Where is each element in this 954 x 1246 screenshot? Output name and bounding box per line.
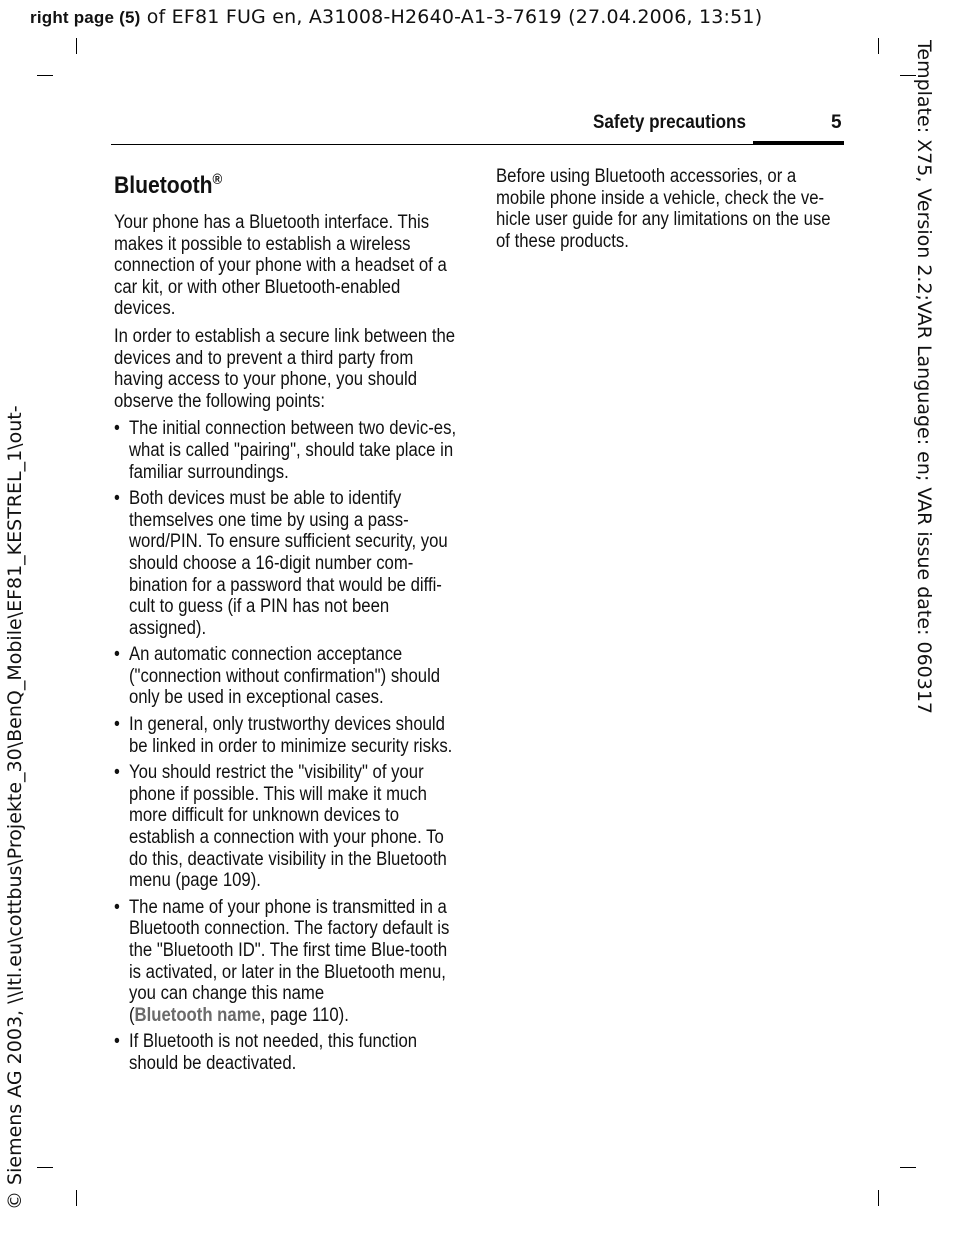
list-item: • The initial connection between two devic-es, what is called "pairing", should take place in familiar surroundings. bbox=[114, 418, 461, 483]
security-points-list bbox=[114, 418, 461, 1074]
list-item bbox=[114, 897, 461, 1027]
crop-mark bbox=[37, 75, 53, 76]
left-column bbox=[114, 166, 461, 1080]
list-item: • An automatic connection acceptance ("connection without confirmation") should only be used in exceptional cases. bbox=[114, 644, 461, 709]
right-column bbox=[496, 166, 843, 258]
crop-mark bbox=[878, 1190, 879, 1206]
template-info-vertical: Template: X75, Version 2.2;VAR Language: en; VAR issue date: 060317 bbox=[913, 40, 935, 715]
running-header-title: Safety precautions bbox=[593, 112, 746, 133]
print-job-page-label: right page (5) bbox=[30, 8, 141, 27]
registered-mark: ® bbox=[212, 171, 223, 188]
section-title: Bluetooth bbox=[114, 172, 213, 199]
list-item: • In general, only trustworthy devices should be linked in order to minimize security risks. bbox=[114, 714, 461, 757]
crop-mark bbox=[900, 1167, 916, 1168]
security-paragraph: In order to establish a secure link between the devices and to prevent a third party from having access to your phone, you should observe the following points: bbox=[114, 325, 456, 412]
list-item: • You should restrict the "visibility" of your phone if possible. This will make it much more difficult for unknown devices to establish a connection with your phone. To do this, deactivate visibility in the Bluetooth menu (page 109). bbox=[114, 762, 461, 892]
crop-mark bbox=[878, 38, 879, 54]
copyright-path-vertical: © Siemens AG 2003, \\Itl.eu\cottbus\Projekte_30\BenQ_Mobile\EF81_KESTREL_1\out- bbox=[4, 405, 26, 1210]
list-item-text: The name of your phone is transmitted in a Bluetooth connection. The factory default is the "Bluetooth ID". The first time Blue-tooth is activated, or later in the Bluetooth menu, you can change this name bbox=[128, 896, 450, 1005]
print-job-line bbox=[30, 6, 762, 28]
page-number: 5 bbox=[831, 112, 842, 133]
paren-open: ( bbox=[128, 1004, 135, 1026]
header-rule bbox=[111, 144, 844, 145]
list-item: • If Bluetooth is not needed, this function should be deactivated. bbox=[114, 1031, 461, 1074]
intro-paragraph: Your phone has a Bluetooth interface. This makes it possible to establish a wireless connection of your phone with a headset of a car kit, or with other Bluetooth-enabled devices. bbox=[114, 212, 447, 320]
menu-reference: Bluetooth name bbox=[134, 1004, 261, 1026]
print-job-details: of EF81 FUG en, A31008-H2640-A1-3-7619 (27.04.2006, 13:51) bbox=[140, 6, 763, 28]
page-reference: , page 110). bbox=[260, 1004, 349, 1026]
crop-mark bbox=[37, 1167, 53, 1168]
list-item: • Both devices must be able to identify themselves one time by using a pass-word/PIN. To ensure sufficient security, you should choose a 16-digit number com-bination for a password that would be diffi-cult to guess (if a PIN has not been assigned). bbox=[114, 488, 461, 639]
header-tab-bar bbox=[753, 141, 844, 145]
crop-mark bbox=[76, 1190, 77, 1206]
crop-mark bbox=[76, 38, 77, 54]
section-heading bbox=[114, 166, 461, 200]
accessories-paragraph: Before using Bluetooth accessories, or a mobile phone inside a vehicle, check the ve-hicle user guide for any limitations on the use of these products. bbox=[496, 166, 831, 252]
